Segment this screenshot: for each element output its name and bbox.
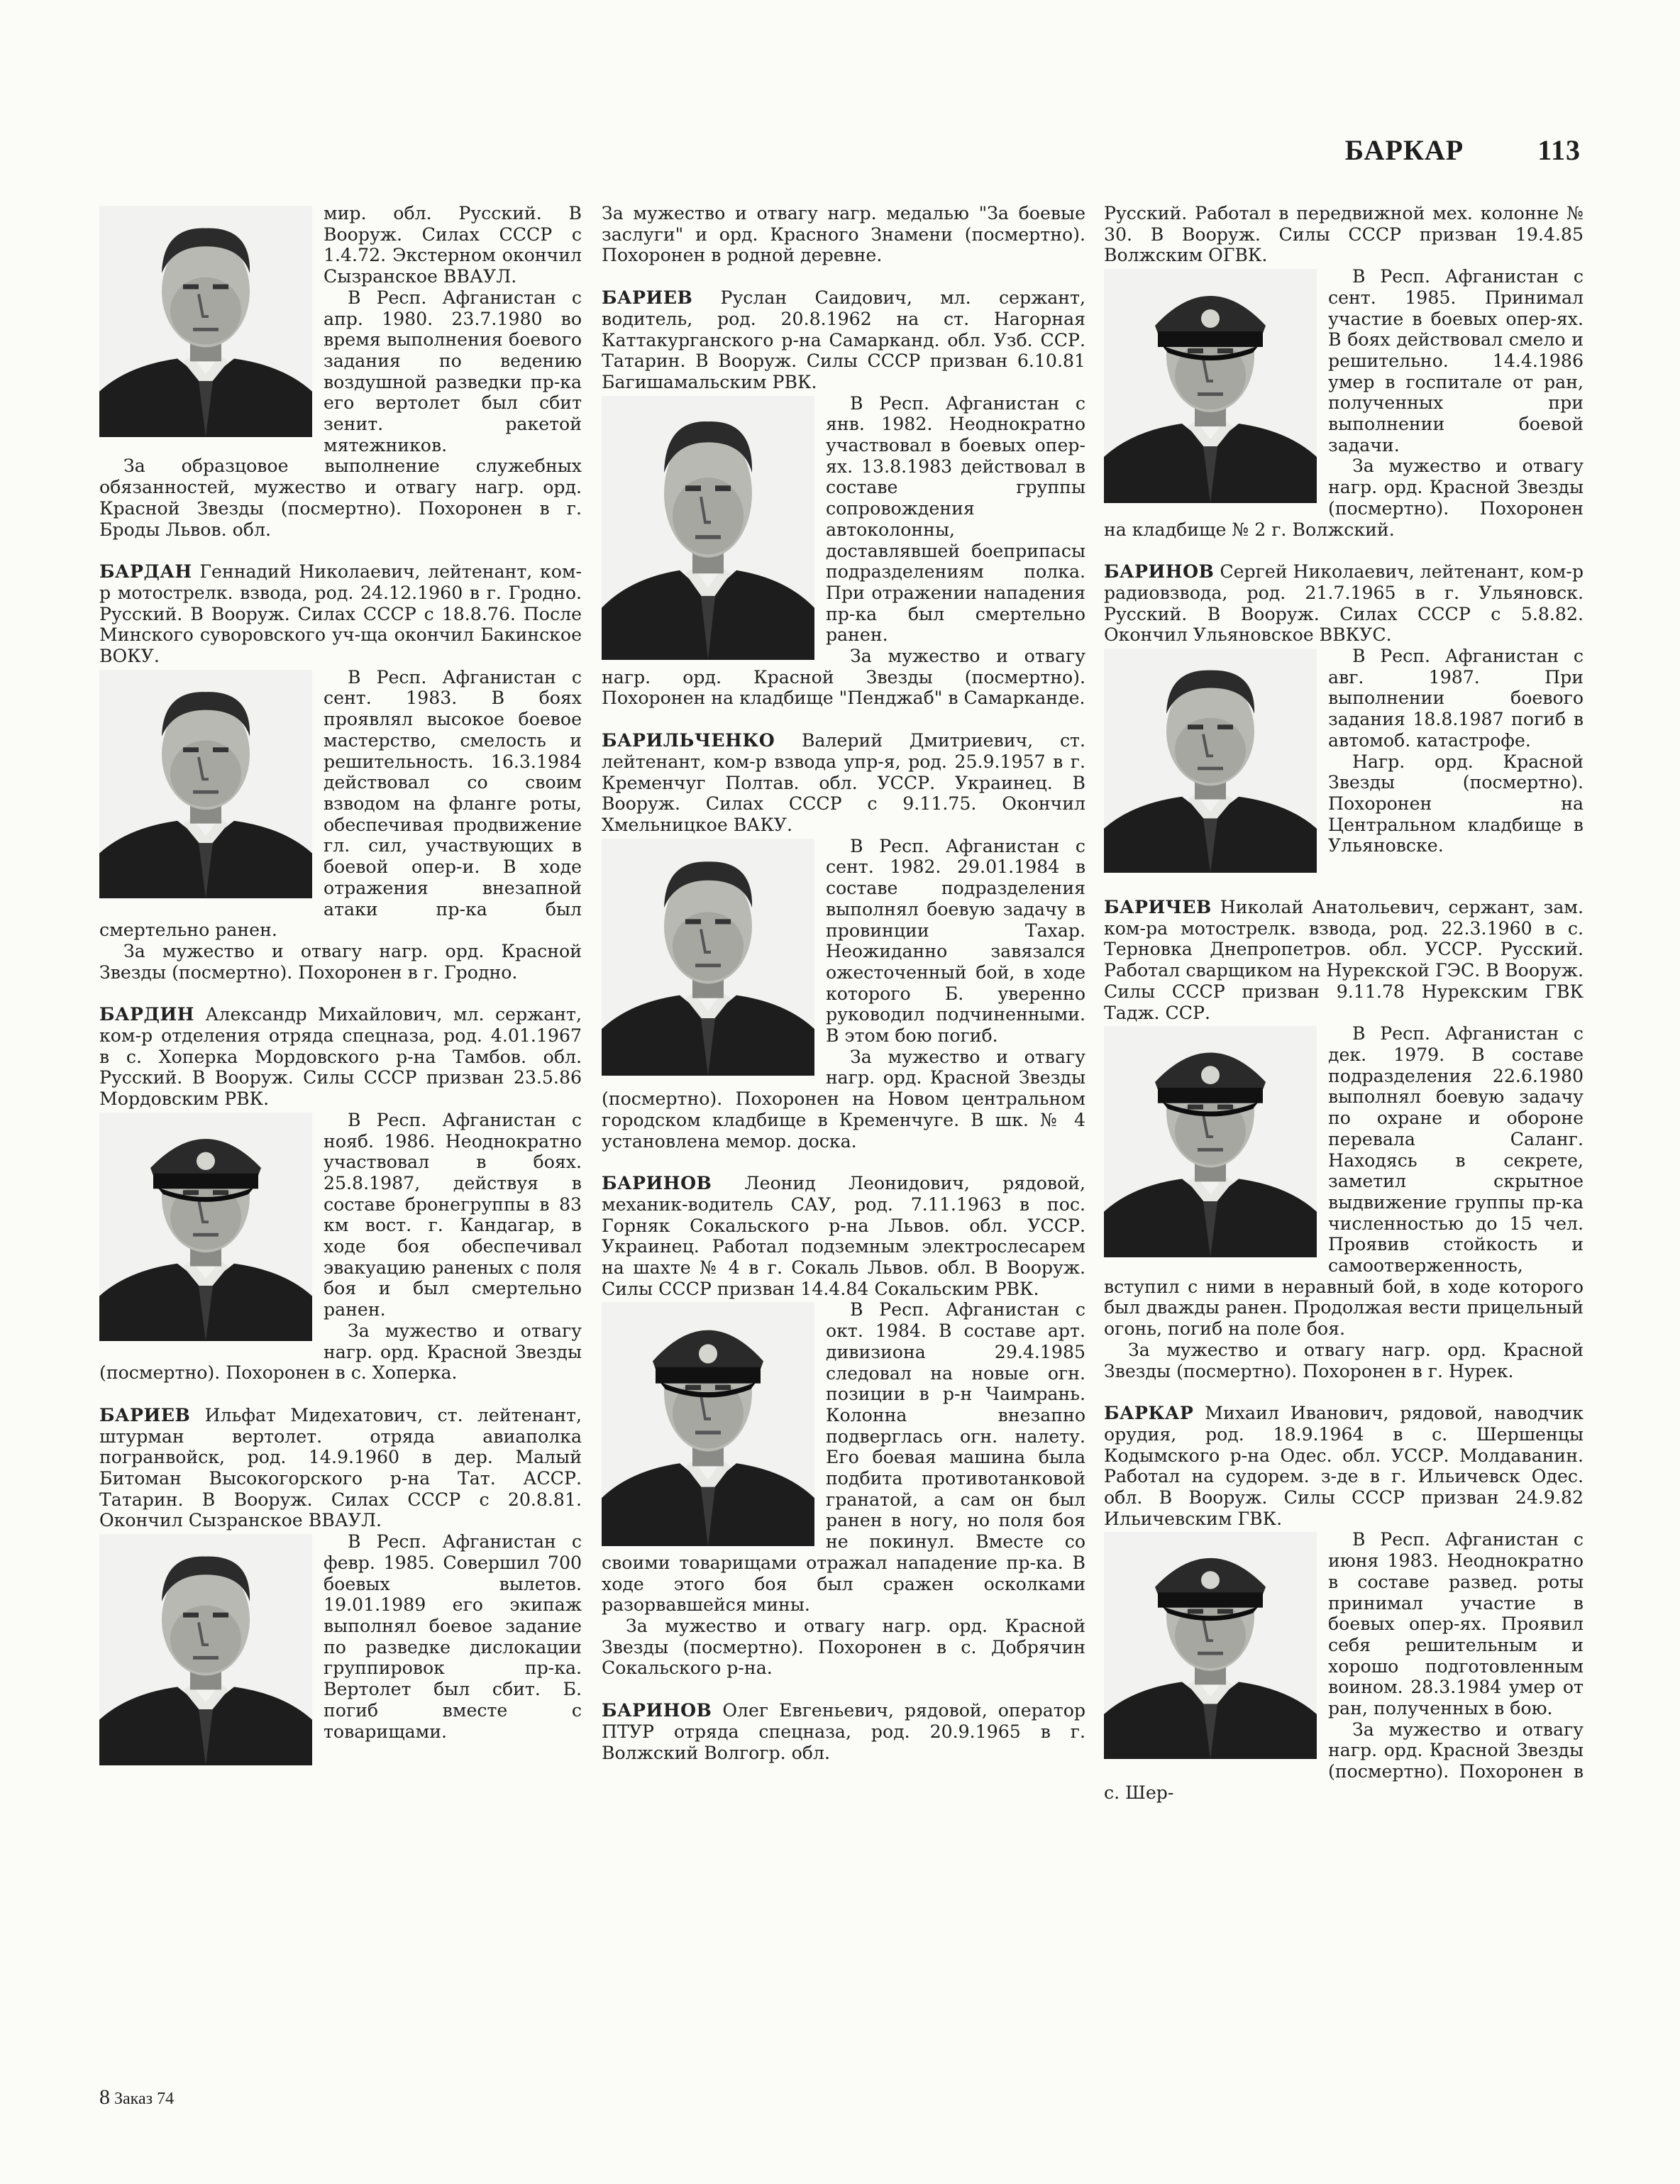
portrait-photo [99, 1534, 312, 1765]
entry-paragraph: Нагр. орд. Красной Звезды (посмертно). Похоронен на Центральном кладбище в Ульяновске. [1328, 751, 1584, 856]
entry-heading [602, 287, 1085, 393]
entry-heading [1104, 897, 1584, 1023]
person-surname: БАРКАР [1104, 1402, 1194, 1424]
entry-paragraph: За мужество и отвагу нагр. орд. Красной Звезды (посмертно). Похоронен в с. Добрячин Сокальского р-на. [602, 1616, 1085, 1679]
entry-paragraph: В Респ. Афганистан с сент. 1983. В боях проявлял высокое боевое мастерство, смелость и решительность. 16.3.1984 действовал со своим взводом на фланге роты, обеспечивая продвижение гл. сил, участвующих в боевой опер-и. В ходе отражения внезапной атаки пр-ка был смертельно ранен. [99, 666, 582, 941]
portrait-photo [1104, 1532, 1317, 1759]
column-3 [1104, 203, 1584, 1804]
entry-paragraph: За мужество и отвагу нагр. медалью "За боевые заслуги" и орд. Красного Знамени (посмертно). Похоронен в родной деревне. [602, 203, 1085, 266]
entry-paragraph: В Респ. Афганистан с окт. 1984. В составе арт. дивизиона 29.4.1985 следовал на новые огн. позиции в р-н Чаимрань. Колонна внезапно подверглась огн. налету. Его боевая машина была подбита противотанковой гранатой, а сам он был ранен в ногу, но поля боя не покинул. Вместе со своими товарищами отражал нападение пр-ка. В ходе этого боя был сражен осколками разорвавшейся мины. [602, 1299, 1085, 1616]
person-details: Сергей Николаевич, лейтенант, ком-р радиовзвода, род. 21.7.1965 в г. Ульяновск. Русский. В Вооруж. Силах СССР с 5.8.82. Окончил Ульяновское ВВКУС. [1104, 561, 1584, 646]
portrait-photo [602, 396, 814, 660]
biography-entry [1104, 561, 1584, 876]
person-details: Геннадий Николаевич, лейтенант, ком-р мотострелк. взвода, род. 24.12.1960 в г. Гродно. Русский. В Вооруж. Силах СССР с 18.8.76. После Минского суворовского уч-ща окончил Бакинское ВОКУ. [99, 561, 582, 667]
portrait-photo [1104, 269, 1317, 503]
person-details: Руслан Саидович, мл. сержант, водитель, род. 20.8.1962 на ст. Нагорная Каттакурганского р-на Самарканд. обл. Узб. ССР. Татарин. В Вооруж. Силы СССР призван 6.10.81 Багишамальским РВК. [602, 287, 1085, 392]
person-details: Леонид Леонидович, рядовой, механик-водитель САУ, род. 7.11.1963 в пос. Горняк Сокальского р-на Львов. обл. УССР. Украинец. Работал подземным электрослесарем на шахте № 4 в г. Сокаль Львов. обл. В Вооруж. Силы СССР призван 14.4.84 Сокальским РВК. [602, 1173, 1085, 1299]
entry-heading [99, 1004, 582, 1110]
person-surname: БАРИЛЬЧЕНКО [602, 729, 775, 751]
entry-heading [602, 1700, 1085, 1763]
page-number: 113 [1537, 134, 1581, 166]
portrait-photo [602, 1302, 814, 1546]
entry-paragraph: Русский. Работал в передвижной мех. колонне № 30. В Вооруж. Силы СССР призван 19.4.85 Волжским ОГВК. [1104, 203, 1584, 266]
biography-entry [602, 730, 1085, 1152]
person-surname: БАРИНОВ [1104, 561, 1215, 583]
header-title: БАРКАР [1344, 134, 1464, 166]
biography-entry [99, 1004, 582, 1384]
person-surname: БАРИЕВ [99, 1403, 191, 1425]
entry-paragraph: В Респ. Афганистан с дек. 1979. В составе подразделения 22.6.1980 выполнял боевую задачу по охране и обороне перевала Саланг. Находясь в секрете, заметил скрытное выдвижение группы пр-ка численностью до 15 чел. Проявив стойкость и самоотверженность, вступил с ними в неравный бой, в ходе которого был дважды ранен. Продолжая вести прицельный огонь, погиб на поле боя. [1104, 1023, 1584, 1340]
biography-entry [602, 1173, 1085, 1679]
entry-paragraph: В Респ. Афганистан с авг. 1987. При выполнении боевого задания 18.8.1987 погиб в автомоб. катастрофе. [1328, 646, 1584, 751]
entry-paragraph: В Респ. Афганистан с сент. 1985. Принимал участие в боевых опер-ях. В боях действовал смело и решительно. 14.4.1986 умер в госпитале от ран, полученных при выполнении боевой задачи. [1328, 266, 1584, 456]
biography-entry [99, 1405, 582, 1768]
entry-heading [602, 1173, 1085, 1299]
person-surname: БАРИЧЕВ [1104, 896, 1212, 918]
entry-paragraph: В Респ. Афганистан с июня 1983. Неоднократно в составе развед. роты принимал участие в боевых опер-ях. Проявил себя решительным и хорошо подготовленным воином. 28.3.1984 умер от ран, полученных в бою. [1328, 1529, 1584, 1719]
portrait-photo [602, 839, 814, 1076]
biography-entry [1104, 897, 1584, 1381]
column-1 [99, 203, 582, 1768]
entry-paragraph: За мужество и отвагу нагр. орд. Красной Звезды (посмертно). Похоронен в г. Гродно. [99, 940, 582, 983]
person-surname: БАРДИН [99, 1003, 194, 1025]
person-details: Михаил Иванович, рядовой, наводчик орудия, род. 18.9.1964 в с. Шершенцы Кодымского р-на Одес. обл. УССР. Молдаванин. Работал на судорем. з-де в г. Ильичевск Одес. обл. В Вооруж. Силы СССР призван 24.9.82 Ильичевским ГВК. [1104, 1403, 1584, 1529]
entry-paragraph: За мужество и отвагу нагр. орд. Красной Звезды (посмертно). Похоронен в г. Нурек. [1104, 1339, 1584, 1381]
entry-paragraph: За мужество и отвагу нагр. орд. Красной Звезды (посмертно). Похоронен на кладбище № 2 г. Волжский. [1104, 456, 1584, 540]
person-details: Валерий Дмитриевич, ст. лейтенант, ком-р взвода упр-я, род. 25.9.1957 в г. Кременчуг Полтав. обл. УССР. Украинец. В Вооруж. Силах СССР с 9.11.75. Окончил Хмельницкое ВАКУ. [602, 730, 1085, 835]
entry-paragraph: В Респ. Афганистан с сент. 1982. 29.01.1984 в составе подразделения выполнял боевую задачу в провинции Тахар. Неожиданно завязался ожесточенный бой, в ходе которого Б. уверенно руководил подчиненными. В этом бою погиб. [826, 835, 1085, 1047]
entry-paragraph: В Респ. Афганистан с нояб. 1986. Неоднократно участвовал в боях. 25.8.1987, действуя в составе бронегруппы в 83 км вост. г. Кандагар, в ходе боя обеспечивал эвакуацию раненых с поля боя и был смертельно ранен. [324, 1109, 582, 1320]
biography-entry [99, 203, 582, 540]
portrait-photo [1104, 649, 1317, 873]
portrait-photo [99, 1113, 312, 1341]
biography-entry [602, 1700, 1085, 1763]
person-details: Ильфат Мидехатович, ст. лейтенант, штурман вертолет. отряда авиаполка погранвойск, род. 14.9.1960 в дер. Малый Битоман Высокогорского р-на Тат. АССР. Татарин. В Вооруж. Силах СССР с 20.8.81. Окончил Сызранское ВВАУЛ. [99, 1404, 582, 1531]
portrait-photo [99, 206, 312, 437]
entry-paragraph: За мужество и отвагу нагр. орд. Красной Звезды (посмертно). Похоронен в с. Хоперка. [99, 1320, 582, 1384]
printer-footer [99, 2085, 174, 2109]
person-surname: БАРИНОВ [602, 1172, 712, 1194]
biography-entry [1104, 1403, 1584, 1803]
entry-paragraph: За мужество и отвагу нагр. орд. Красной Звезды (посмертно). Похоронен на кладбище "Пенджаб" в Самарканде. [602, 646, 1085, 709]
entry-heading [99, 1405, 582, 1531]
biography-entry [1104, 203, 1584, 540]
portrait-photo [1104, 1026, 1317, 1257]
running-header [1345, 133, 1581, 167]
person-details: Олег Евгеньевич, рядовой, оператор ПТУР отряда спецназа, род. 20.9.1965 в г. Волжский Волгогр. обл. [602, 1700, 1085, 1763]
person-details: Александр Михайлович, мл. сержант, ком-р отделения отряда спецназа, род. 4.01.1967 в с. Хоперка Мордовского р-на Тамбов. обл. Русский. В Вооруж. Силы СССР призван 23.5.86 Мордовским РВК. [99, 1004, 582, 1110]
entry-heading [1104, 561, 1584, 646]
person-surname: БАРДАН [99, 561, 192, 583]
entry-paragraph: За образцовое выполнение служебных обязанностей, мужество и отвагу нагр. орд. Красной Звезды (посмертно). Похоронен в г. Броды Львов. обл. [99, 456, 582, 540]
person-surname: БАРИНОВ [602, 1699, 712, 1721]
entry-heading [602, 730, 1085, 836]
entry-heading [99, 561, 582, 667]
entry-paragraph: В Респ. Афганистан с янв. 1982. Неоднократно участвовал в боевых опер-ях. 13.8.1983 действовал в составе группы сопровождения автоколонны, доставлявшей боеприпасы подразделениям полка. При отражении нападения пр-ка был смертельно ранен. [826, 392, 1085, 646]
entry-paragraph: В Респ. Афганистан с апр. 1980. 23.7.1980 во время выполнения боевого задания по ведению воздушной разведки пр-ка его вертолет был сбит зенит. ракетой мятежников. [324, 287, 582, 456]
entry-paragraph: За мужество и отвагу нагр. орд. Красной Звезды (посмертно). Похоронен на Новом центральном городском кладбище в Кременчуге. В шк. № 4 установлена мемор. доска. [602, 1046, 1085, 1152]
entry-paragraph: мир. обл. Русский. В Вооруж. Силах СССР с 1.4.72. Экстерном окончил Сызранское ВВАУЛ. [324, 203, 582, 287]
entry-heading [1104, 1403, 1584, 1529]
order-number: Заказ 74 [114, 2090, 175, 2108]
entry-paragraph: За мужество и отвагу нагр. орд. Красной Звезды (посмертно). Похоронен в с. Шер- [1104, 1719, 1584, 1803]
biography-entry [99, 561, 582, 983]
biography-entry [602, 203, 1085, 266]
biography-entry [602, 287, 1085, 709]
portrait-photo [99, 670, 312, 898]
entry-paragraph: В Респ. Афганистан с февр. 1985. Совершил 700 боевых вылетов. 19.01.1989 его экипаж выполнял боевое задание по разведке дислокации группировок пр-ка. Вертолет был сбит. Б. погиб вместе с товарищами. [324, 1531, 582, 1742]
person-surname: БАРИЕВ [602, 287, 693, 309]
sheet-number: 8 [99, 2085, 110, 2109]
column-2 [602, 203, 1085, 1763]
person-details: Николай Анатольевич, сержант, зам. ком-ра мотострелк. взвода, род. 22.3.1960 в с. Терновка Днепропетров. обл. УССР. Русский. Работал сварщиком на Нурекской ГЭС. В Вооруж. Силы СССР призван 9.11.78 Нурекским ГВК Тадж. ССР. [1104, 897, 1584, 1023]
